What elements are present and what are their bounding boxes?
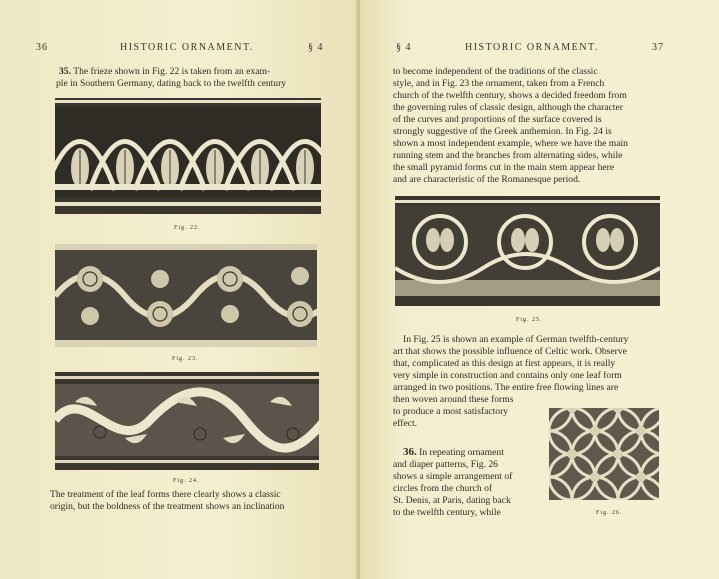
- figure-23-caption: Fig. 23.: [172, 356, 199, 362]
- paragraph-35-number: 35.: [59, 66, 71, 77]
- right-top-line: style, and in Fig. 23 the ornament, taken from a French: [393, 78, 605, 89]
- right-mid-line: In Fig. 25 is shown an example of German twelfth-century: [403, 334, 629, 345]
- paragraph-35-line-1: The frieze shown in Fig. 22 is taken from an exam-: [73, 66, 271, 77]
- paragraph-35-line-2: ple in Southern Germany, dating back to the twelfth century: [56, 78, 287, 89]
- right-top-line: running stem and the branches from alternating sides, while: [393, 150, 623, 161]
- figure-26-diaper-pattern: [549, 408, 659, 500]
- right-mid-line: that, complicated as this design at first appears, it is really: [393, 358, 616, 369]
- paragraph-36-line: circles from the church of: [393, 483, 493, 494]
- figure-24-caption: Fig. 24.: [173, 478, 200, 484]
- right-top-line: of the curves and proportions of the surface covered is: [393, 114, 602, 125]
- right-top-line: to become independent of the traditions of the classic: [393, 66, 598, 77]
- right-top-line: the small pyramid forms cut in the main stem appear here: [393, 162, 615, 173]
- paragraph-36-line: In repeating ornament: [419, 447, 504, 458]
- right-top-line: strongly suggestive of the Greek anthemion. In Fig. 24 is: [393, 126, 612, 137]
- right-mid-line: to produce a most satisfactory: [393, 406, 509, 417]
- left-section-mark: § 4: [308, 42, 324, 53]
- paragraph-36-line: St. Denis, at Paris, dating back: [393, 495, 511, 506]
- paragraph-36-line: shows a simple arrangement of: [393, 471, 513, 482]
- paragraph-36-line: and diaper patterns, Fig. 26: [393, 459, 498, 470]
- figure-24-frieze: [55, 372, 319, 470]
- left-page: [0, 0, 358, 579]
- right-top-line: church of the twelfth century, shows a decided freedom from: [393, 90, 627, 101]
- right-top-paragraph: [393, 66, 693, 186]
- figure-22-caption: Fig. 22.: [174, 225, 201, 231]
- left-bottom-line-1: The treatment of the leaf forms there clearly shows a classic: [50, 489, 281, 500]
- right-mid-line: effect.: [393, 418, 418, 429]
- figure-22-frieze: [55, 98, 321, 214]
- figure-25-frieze: [395, 196, 660, 306]
- right-top-line: shown a most independent example, where we have the main: [393, 138, 628, 149]
- paragraph-35: [56, 66, 344, 90]
- right-top-line: the governing rules of classic design, although the character: [393, 102, 623, 113]
- paragraph-36-line: to the twelfth century, while: [393, 507, 501, 518]
- right-page: [360, 0, 719, 579]
- figure-23-frieze: [55, 244, 317, 347]
- left-bottom-paragraph: [50, 489, 350, 513]
- right-mid-line: very simple in construction and contains only one leaf form: [393, 370, 622, 381]
- left-page-number: 36: [36, 42, 48, 53]
- paragraph-36: [393, 446, 543, 519]
- right-top-line: and are characteristic of the Romanesque period.: [393, 174, 581, 185]
- paragraph-36-number: 36.: [403, 446, 417, 458]
- right-section-mark: § 4: [396, 42, 412, 53]
- right-running-head: HISTORIC ORNAMENT.: [465, 42, 599, 53]
- figure-26-caption: Fig. 26.: [596, 510, 623, 516]
- right-page-number: 37: [652, 42, 664, 53]
- right-mid-line: art that shows the possible influence of Celtic work. Observe: [393, 346, 627, 357]
- right-mid-line: then woven around these forms: [393, 394, 514, 405]
- figure-25-caption: Fig. 25.: [516, 317, 543, 323]
- left-running-head: HISTORIC ORNAMENT.: [120, 42, 254, 53]
- left-bottom-line-2: origin, but the boldness of the treatment shows an inclination: [50, 501, 285, 512]
- right-mid-line: arranged in two positions. The entire free flowing lines are: [393, 382, 619, 393]
